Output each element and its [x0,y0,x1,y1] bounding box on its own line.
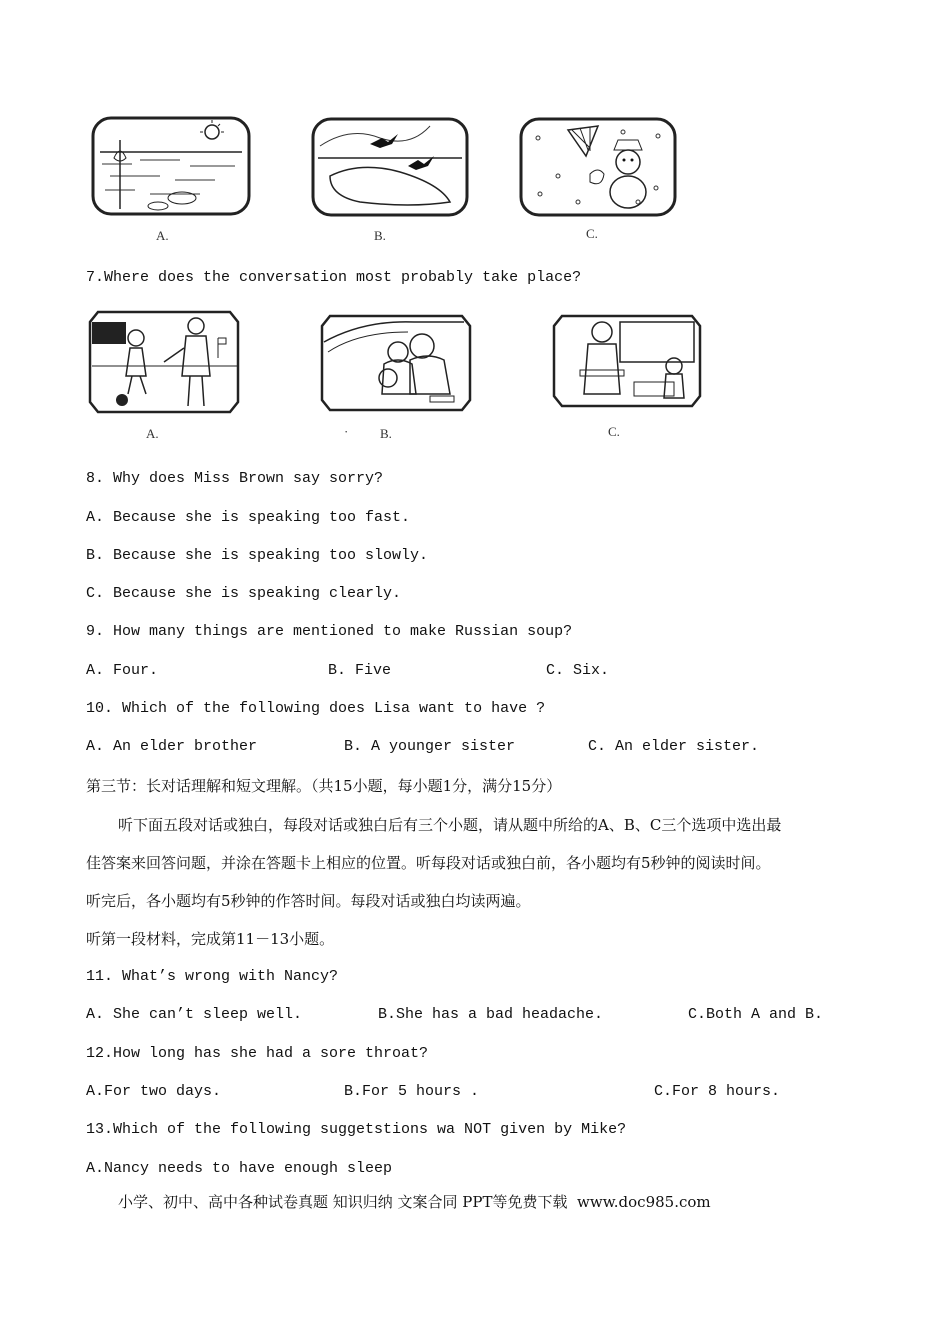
section3-instruction-3: 听完后，各小题均有5秒钟的作答时间。每段对话或独白均读两遍。 [86,892,531,910]
q7-question: 7.Where does the conversation most probably take place? [86,269,582,286]
section3-instruction-1: 听下面五段对话或独白，每段对话或独白后有三个小题，请从题中所给的A、B、C三个选项中选出最 [118,816,782,834]
section3-instruction-2: 佳答案来回答问题，并涂在答题卡上相应的位置。听每段对话或独白前，各小题均有5秒钟的阅读时间。 [86,854,771,872]
q10-option-b: B. A younger sister [344,738,516,755]
q13-question: 13.Which of the following suggetstions wa NOT given by Mike? [86,1121,627,1138]
q11-option-c: C.Both A and B. [688,1006,824,1023]
section3-part1: 听第一段材料，完成第11－13小题。 [86,930,335,948]
q12-question: 12.How long has she had a sore throat? [86,1045,429,1062]
q9-option-a: A. Four. [86,662,159,679]
q9-question: 9. How many things are mentioned to make Russian soup? [86,623,573,640]
section3-heading: 第三节：长对话理解和短文理解。（共15小题，每小题1分，满分15分） [86,777,562,795]
q6-label-b: B. [374,228,386,243]
q6-picture-b [310,116,470,218]
q6-label-a: A. [156,228,169,243]
q12-option-b: B.For 5 hours . [344,1083,480,1100]
q7-picture-b [318,312,474,412]
q7-label-b: B. [380,426,392,441]
q6-label-c: C. [586,226,598,241]
q11-question: 11. What’s wrong with Nancy? [86,968,339,985]
schoolyard-scene-icon [86,308,242,414]
snowman-winter-icon [518,116,678,218]
q11-option-a: A. She can’t sleep well. [86,1006,303,1023]
car-scene-icon [318,312,474,412]
q10-option-c: C. An elder sister. [588,738,760,755]
q10-question: 10. Which of the following does Lisa want to have ? [86,700,546,717]
q8-option-b: B. Because she is speaking too slowly. [86,547,429,564]
q7-label-c: C. [608,424,620,439]
page-footer: 小学、初中、高中各种试卷真题 知识归纳 文案合同 PPT等免费下载 www.doc985.com [118,1193,711,1211]
q9-option-b: B. Five [328,662,392,679]
q6-picture-c [518,116,678,218]
q7-picture-a [86,308,242,414]
swallows-over-lake-icon [310,116,470,218]
q7-dot: · [344,424,349,439]
summer-lotus-pond-icon [90,114,252,218]
q8-option-c: C. Because she is speaking clearly. [86,585,402,602]
q10-option-a: A. An elder brother [86,738,258,755]
q8-question: 8. Why does Miss Brown say sorry? [86,470,384,487]
q8-option-a: A. Because she is speaking too fast. [86,509,411,526]
q9-option-c: C. Six. [546,662,610,679]
q11-option-b: B.She has a bad headache. [378,1006,604,1023]
q13-option-a: A.Nancy needs to have enough sleep [86,1160,393,1177]
q12-option-c: C.For 8 hours. [654,1083,781,1100]
q6-picture-a [90,114,252,218]
q7-label-a: A. [146,426,159,441]
q12-option-a: A.For two days. [86,1083,222,1100]
classroom-scene-icon [550,312,704,410]
q7-picture-c [550,312,704,410]
